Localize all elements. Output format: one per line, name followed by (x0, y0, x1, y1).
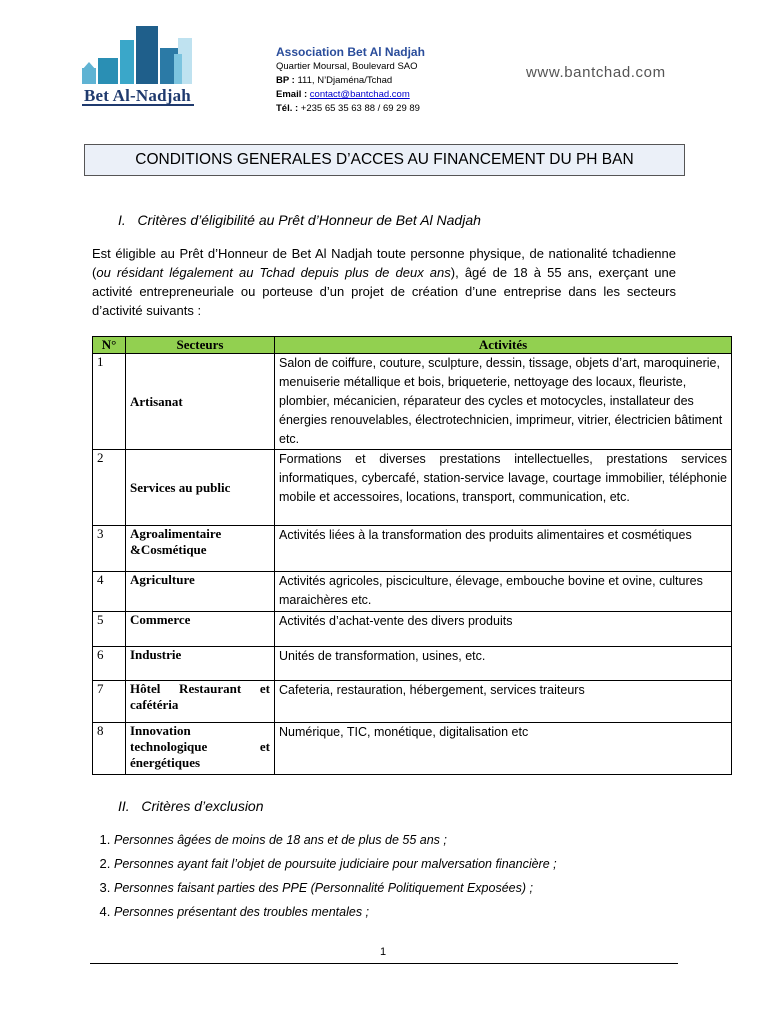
document-title: CONDITIONS GENERALES D’ACCES AU FINANCEMENT DU PH BAN (84, 144, 685, 176)
row-sector: Commerce (126, 612, 275, 647)
email-label: Email : (276, 89, 308, 100)
section-2-heading: II. Critères d’exclusion (118, 798, 264, 814)
row-number: 3 (93, 526, 126, 572)
row-number: 7 (93, 681, 126, 723)
table-row (93, 612, 732, 647)
list-item: 2. Personnes ayant fait l’objet de poursuite judiciaire pour malversation financière ; (114, 852, 557, 876)
table-header-row (93, 337, 732, 354)
section-1-heading: I. Critères d’éligibilité au Prêt d’Honneur de Bet Al Nadjah (118, 212, 481, 228)
page-number: 1 (380, 946, 387, 958)
row-number: 1 (93, 354, 126, 450)
row-number: 5 (93, 612, 126, 647)
row-sector: Innovation technologique et énergétiques (126, 723, 275, 775)
row-number: 2 (93, 450, 126, 526)
intro-paragraph (92, 244, 676, 320)
org-tel (276, 102, 425, 116)
row-activities: Numérique, TIC, monétique, digitalisation etc (275, 723, 732, 775)
footer-divider (90, 963, 678, 964)
bp-label: BP : (276, 75, 295, 86)
exclusion-list (90, 828, 557, 924)
table-row (93, 450, 732, 526)
row-sector: Agriculture (126, 572, 275, 612)
list-item: 4. Personnes présentant des troubles mentales ; (114, 900, 557, 924)
row-activities: Cafeteria, restauration, hébergement, services traiteurs (275, 681, 732, 723)
row-number: 8 (93, 723, 126, 775)
header-sectors: Secteurs (126, 337, 275, 354)
intro-part-a: Est éligible au Prêt d’Honneur de Bet Al Nadjah toute personne physique, de nationalité tchadienne ( (92, 246, 676, 280)
row-number: 4 (93, 572, 126, 612)
sectors-table (92, 336, 732, 775)
table-row (93, 647, 732, 681)
row-sector: Services au public (126, 450, 275, 526)
intro-italic: ou résidant légalement au Tchad depuis plus de deux ans (96, 265, 451, 280)
row-activities: Salon de coiffure, couture, sculpture, dessin, tissage, objets d’art, maroquinerie, menuiserie métallique et bois, briqueterie, nettoyage des locaux, fleuriste, plombier, mécanicien, réparateur des cycles et motocycles, installateur des énergies renouvelables, électrotechnicien, imprimeur, vitrier, électricien bâtiment etc. (275, 354, 732, 450)
row-activities: Unités de transformation, usines, etc. (275, 647, 732, 681)
email-link[interactable]: contact@bantchad.com (309, 89, 410, 100)
row-activities: Activités agricoles, pisciculture, élevage, embouche bovine et ovine, cultures maraichères etc. (275, 572, 732, 612)
org-name: Association Bet Al Nadjah (276, 45, 425, 59)
table-row (93, 723, 732, 775)
bp-value: 111, N’Djaména/Tchad (294, 75, 393, 86)
row-sector: Artisanat (126, 354, 275, 450)
row-activities: Activités d’achat-vente des divers produits (275, 612, 732, 647)
list-item: 3. Personnes faisant parties des PPE (Personnalité Politiquement Exposées) ; (114, 876, 557, 900)
tel-value: +235 65 35 63 88 / 69 29 89 (298, 103, 420, 114)
row-sector: Hôtel Restaurant et cafétéria (126, 681, 275, 723)
list-item: 1. Personnes âgées de moins de 18 ans et de plus de 55 ans ; (114, 828, 557, 852)
row-sector: Industrie (126, 647, 275, 681)
table-row (93, 572, 732, 612)
row-number: 6 (93, 647, 126, 681)
org-address: Quartier Moursal, Boulevard SAO (276, 61, 418, 72)
table-row (93, 526, 732, 572)
logo-text: Bet Al-Nadjah (84, 86, 191, 105)
table-row (93, 354, 732, 450)
row-activities: Formations et diverses prestations intellectuelles, prestations services informatiques, cybercafé, station-service lavage, courtage immobilier, téléphonie mobile et accessoires, locations, transport, communication, etc. (275, 450, 732, 526)
organization-info (276, 44, 425, 116)
row-activities: Activités liées à la transformation des produits alimentaires et cosmétiques (275, 526, 732, 572)
row-sector: Agroalimentaire &Cosmétique (126, 526, 275, 572)
org-bp (276, 74, 425, 88)
intro-part-b: ), âgé de 18 à 55 ans, exerçant une activité entrepreneuriale ou porteuse d’un projet de création d’une entreprise dans les secteurs d’activité suivants : (92, 265, 676, 318)
website: www.bantchad.com (526, 64, 666, 81)
tel-label: Tél. : (276, 103, 299, 114)
header-num: N° (93, 337, 126, 354)
table-row (93, 681, 732, 723)
header-activities: Activités (275, 337, 732, 354)
org-email (276, 88, 425, 102)
